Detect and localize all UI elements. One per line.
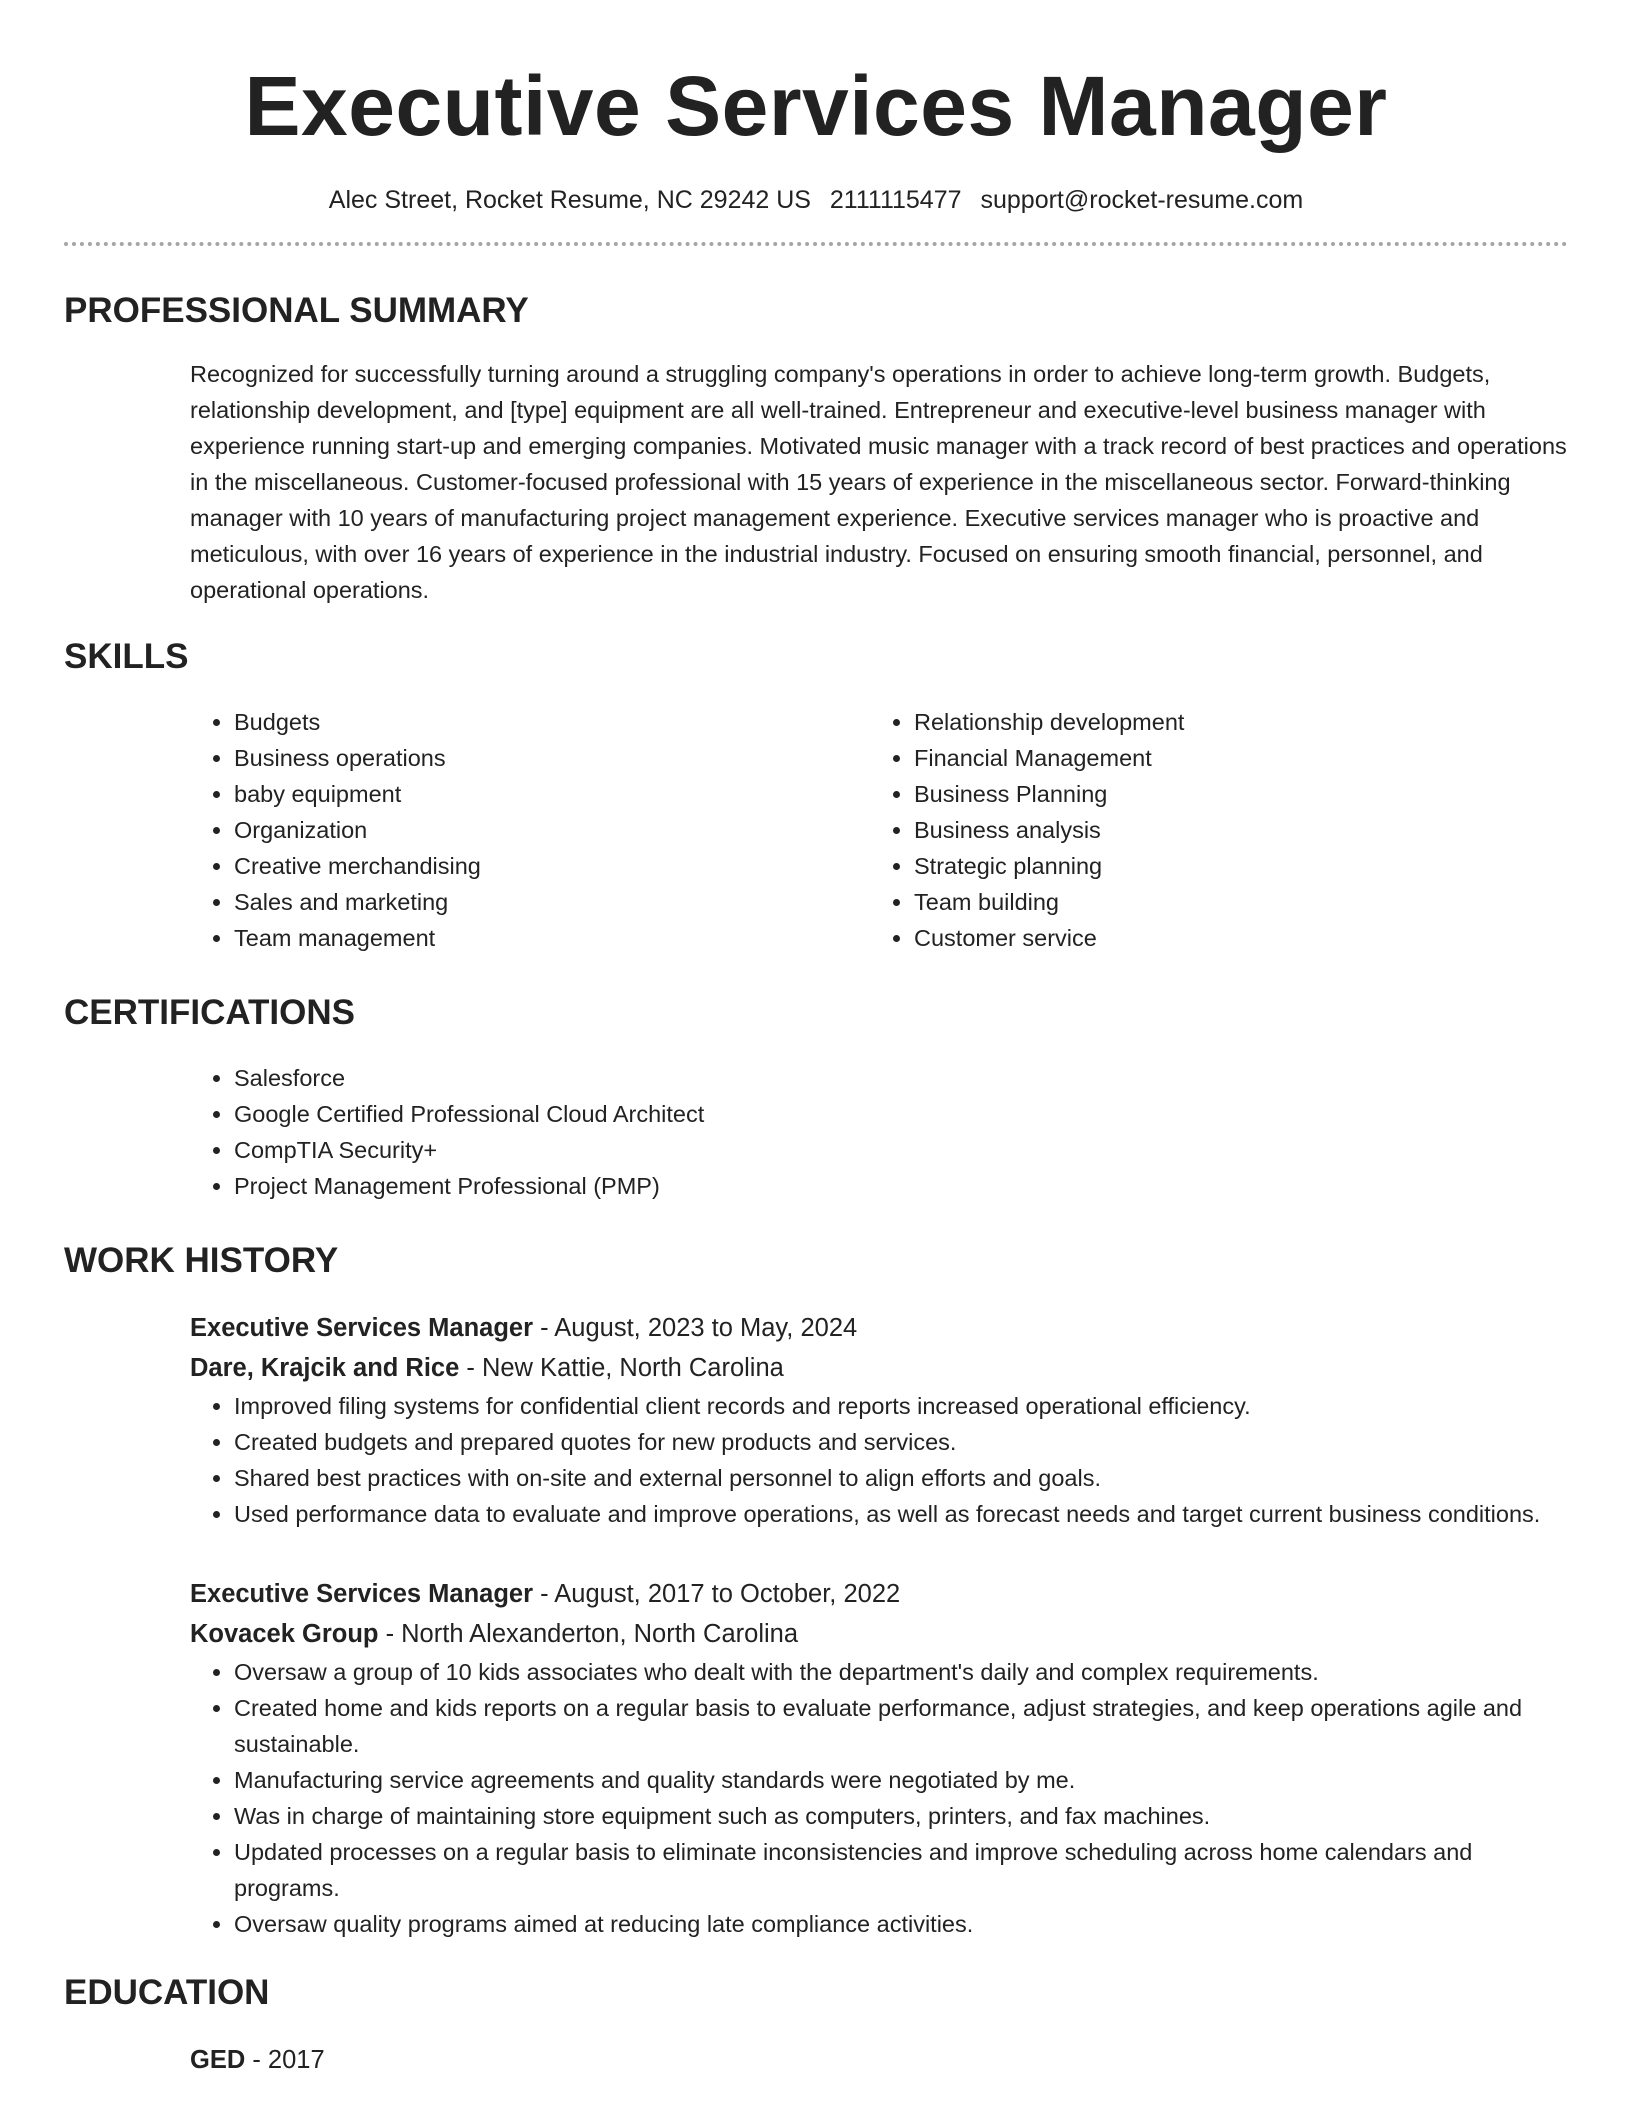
skills-column-right [870, 704, 1550, 956]
skill-item: • Strategic planning [914, 848, 1550, 884]
section-title-skills: SKILLS [64, 637, 189, 676]
job-company: Kovacek Group [190, 1620, 379, 1648]
skill-item: • Business Planning [914, 776, 1550, 812]
contact-phone: 2111115477 [829, 186, 962, 214]
education-degree: GED [190, 2046, 246, 2074]
certification-item: • Salesforce [234, 1060, 1568, 1096]
job-bullet-item: • Improved filing systems for confidential client records and reports increased operational efficiency. [234, 1388, 1568, 1424]
skill-item: • Budgets [234, 704, 870, 740]
job-bullet-item: • Used performance data to evaluate and improve operations, as well as forecast needs and target current business conditions. [234, 1496, 1568, 1532]
summary-text: Recognized for successfully turning around a struggling company's operations in order to achieve long-term growth. Budgets, relationship development, and [type] equipment are all well-trained. Entrepreneur and executive-level business manager with experience running start-up and emerging companies. Motivated music manager with a track record of best practices and operations in the miscellaneous. Customer-focused professional with 15 years of experience in the miscellaneous sector. Forward-thinking manager with 10 years of manufacturing project management experience. Executive services manager who is proactive and meticulous, with over 16 years of experience in the industrial industry. Focused on ensuring smooth financial, personnel, and operational operations. [190, 361, 1567, 603]
job-role: Executive Services Manager [190, 1314, 534, 1342]
skill-item: • Organization [234, 812, 870, 848]
job-title-line [190, 1574, 1568, 1614]
skill-item: • Business analysis [914, 812, 1550, 848]
skill-item: • Creative merchandising [234, 848, 870, 884]
section-title-education: EDUCATION [64, 1973, 270, 2012]
skill-item: • baby equipment [234, 776, 870, 812]
resume-name-title: Executive Services Manager [244, 59, 1388, 153]
job-company: Dare, Krajcik and Rice [190, 1354, 460, 1382]
job-company-line [190, 1614, 1568, 1654]
header-divider [64, 242, 1568, 246]
job-company-line [190, 1348, 1568, 1388]
skills-list-right [870, 704, 1550, 956]
job-bullet-item: • Created budgets and prepared quotes for new products and services. [234, 1424, 1568, 1460]
skills-grid [190, 704, 1568, 956]
job-entry [190, 1308, 1568, 1532]
certifications-list [190, 1060, 1568, 1204]
certifications-bullets [190, 1060, 1568, 1204]
contact-address: Alec Street, Rocket Resume, NC 29242 US [328, 186, 811, 214]
contact-email: support@rocket-resume.com [980, 186, 1304, 214]
skill-item: • Financial Management [914, 740, 1550, 776]
job-bullet-item: • Shared best practices with on-site and external personnel to align efforts and goals. [234, 1460, 1568, 1496]
job-location: - North Alexanderton, North Carolina [378, 1620, 799, 1648]
skill-item: • Team building [914, 884, 1550, 920]
education-entry [190, 2040, 1568, 2080]
contact-line [64, 184, 1568, 216]
skill-item: • Relationship development [914, 704, 1550, 740]
section-title-summary: PROFESSIONAL SUMMARY [64, 291, 529, 330]
job-location: - New Kattie, North Carolina [459, 1354, 784, 1382]
job-title-line [190, 1308, 1568, 1348]
job-dates: - August, 2023 to May, 2024 [533, 1314, 858, 1342]
section-title-work-history: WORK HISTORY [64, 1241, 339, 1280]
skills-list-left [190, 704, 870, 956]
job-entry [190, 1574, 1568, 1942]
education-year: - 2017 [245, 2046, 325, 2074]
job-bullet-item: • Oversaw quality programs aimed at reducing late compliance activities. [234, 1906, 1568, 1942]
job-bullet-item: • Was in charge of maintaining store equipment such as computers, printers, and fax machines. [234, 1798, 1568, 1834]
skill-item: • Sales and marketing [234, 884, 870, 920]
job-bullets [190, 1388, 1568, 1532]
job-bullet-item: • Updated processes on a regular basis to eliminate inconsistencies and improve scheduling across home calendars and programs. [234, 1834, 1568, 1906]
skill-item: • Business operations [234, 740, 870, 776]
certification-item: • Google Certified Professional Cloud Architect [234, 1096, 1568, 1132]
job-bullet-item: • Oversaw a group of 10 kids associates who dealt with the department's daily and complex requirements. [234, 1654, 1568, 1690]
certification-item: • Project Management Professional (PMP) [234, 1168, 1568, 1204]
job-bullet-item: • Created home and kids reports on a regular basis to evaluate performance, adjust strategies, and keep operations agile and sustainable. [234, 1690, 1568, 1762]
skill-item: • Customer service [914, 920, 1550, 956]
certification-item: • CompTIA Security+ [234, 1132, 1568, 1168]
job-bullet-item: • Manufacturing service agreements and quality standards were negotiated by me. [234, 1762, 1568, 1798]
job-bullets [190, 1654, 1568, 1942]
skills-column-left [190, 704, 870, 956]
section-title-certifications: CERTIFICATIONS [64, 993, 356, 1032]
skill-item: • Team management [234, 920, 870, 956]
job-role: Executive Services Manager [190, 1580, 534, 1608]
job-dates: - August, 2017 to October, 2022 [533, 1580, 901, 1608]
